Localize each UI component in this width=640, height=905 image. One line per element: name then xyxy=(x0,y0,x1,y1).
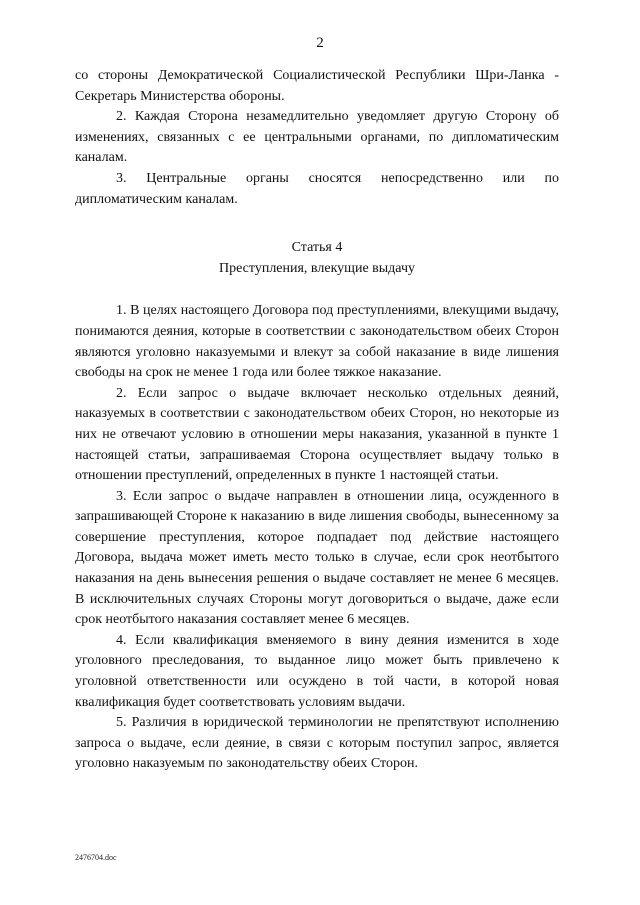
paragraph-central-bodies-communication xyxy=(75,169,559,210)
footer-filename: 2476704.doc xyxy=(75,853,117,862)
paragraph-text: 4. Если квалификация вменяемого в вину деяния изменится в ходе уголовного преследования, то выданное лицо может быть привлечено к уголовной ответственности или осуждено в той части, в которой новая квалификация будет соответствовать условиям выдачи. xyxy=(75,632,559,710)
article-paragraph-5 xyxy=(75,713,559,775)
paragraph-text: 3. Если запрос о выдаче направлен в отношении лица, осужденного в запрашивающей Стороне к наказанию в виде лишения свободы, вынесенному за совершение преступления, которое подпадает под действие настоящего Договора, выдача может иметь место только в случае, если срок неотбытого наказания на день вынесения решения о выдаче составляет не менее 6 месяцев. В исключительных случаях Стороны могут договориться о выдаче, даже если срок неотбытого наказания составляет менее 6 месяцев. xyxy=(75,488,559,628)
paragraph-central-bodies-change xyxy=(75,107,559,169)
page-number: 2 xyxy=(316,35,324,51)
article-paragraph-1 xyxy=(75,301,559,383)
paragraph-text: 3. Центральные органы сносятся непосредственно или по дипломатическим каналам. xyxy=(75,170,559,207)
document-body xyxy=(75,66,559,775)
article-paragraph-3 xyxy=(75,487,559,631)
article-paragraph-4 xyxy=(75,631,559,713)
paragraph-text: 1. В целях настоящего Договора под преступлениями, влекущими выдачу, понимаются деяния, которые в соответствии с законодательством обеих Сторон являются уголовно наказуемыми и влекут за собой наказание в виде лишения свободы на срок не менее 1 года или более тяжкое наказание. xyxy=(75,303,559,381)
paragraph-text: со стороны Демократической Социалистической Республики Шри-Ланка - Секретарь Министерства обороны. xyxy=(75,68,559,104)
article-number: Статья 4 xyxy=(291,240,343,256)
article-title: Преступления, влекущие выдачу xyxy=(219,260,415,276)
paragraph-text: 2. Каждая Сторона незамедлительно уведомляет другую Сторону об изменениях, связанных с ее центральными органами, по дипломатическим каналам. xyxy=(75,109,559,166)
article-paragraph-2 xyxy=(75,384,559,487)
article-heading xyxy=(75,238,559,279)
paragraph-text: 2. Если запрос о выдаче включает несколько отдельных деяний, наказуемых в соответствии с законодательством обеих Сторон, но некоторые из них не отвечают условию в отношении меры наказания, указанной в пункте 1 настоящей статьи, запрашиваемая Сторона осуществляет выдачу только в отношении преступлений, определенных в пункте 1 настоящей статьи. xyxy=(75,385,559,484)
paragraph-continuation xyxy=(75,66,559,107)
paragraph-text: 5. Различия в юридической терминологии не препятствуют исполнению запроса о выдаче, если деяние, в связи с которым поступил запрос, является уголовно наказуемым по законодательству обеих Сторон. xyxy=(75,715,559,772)
